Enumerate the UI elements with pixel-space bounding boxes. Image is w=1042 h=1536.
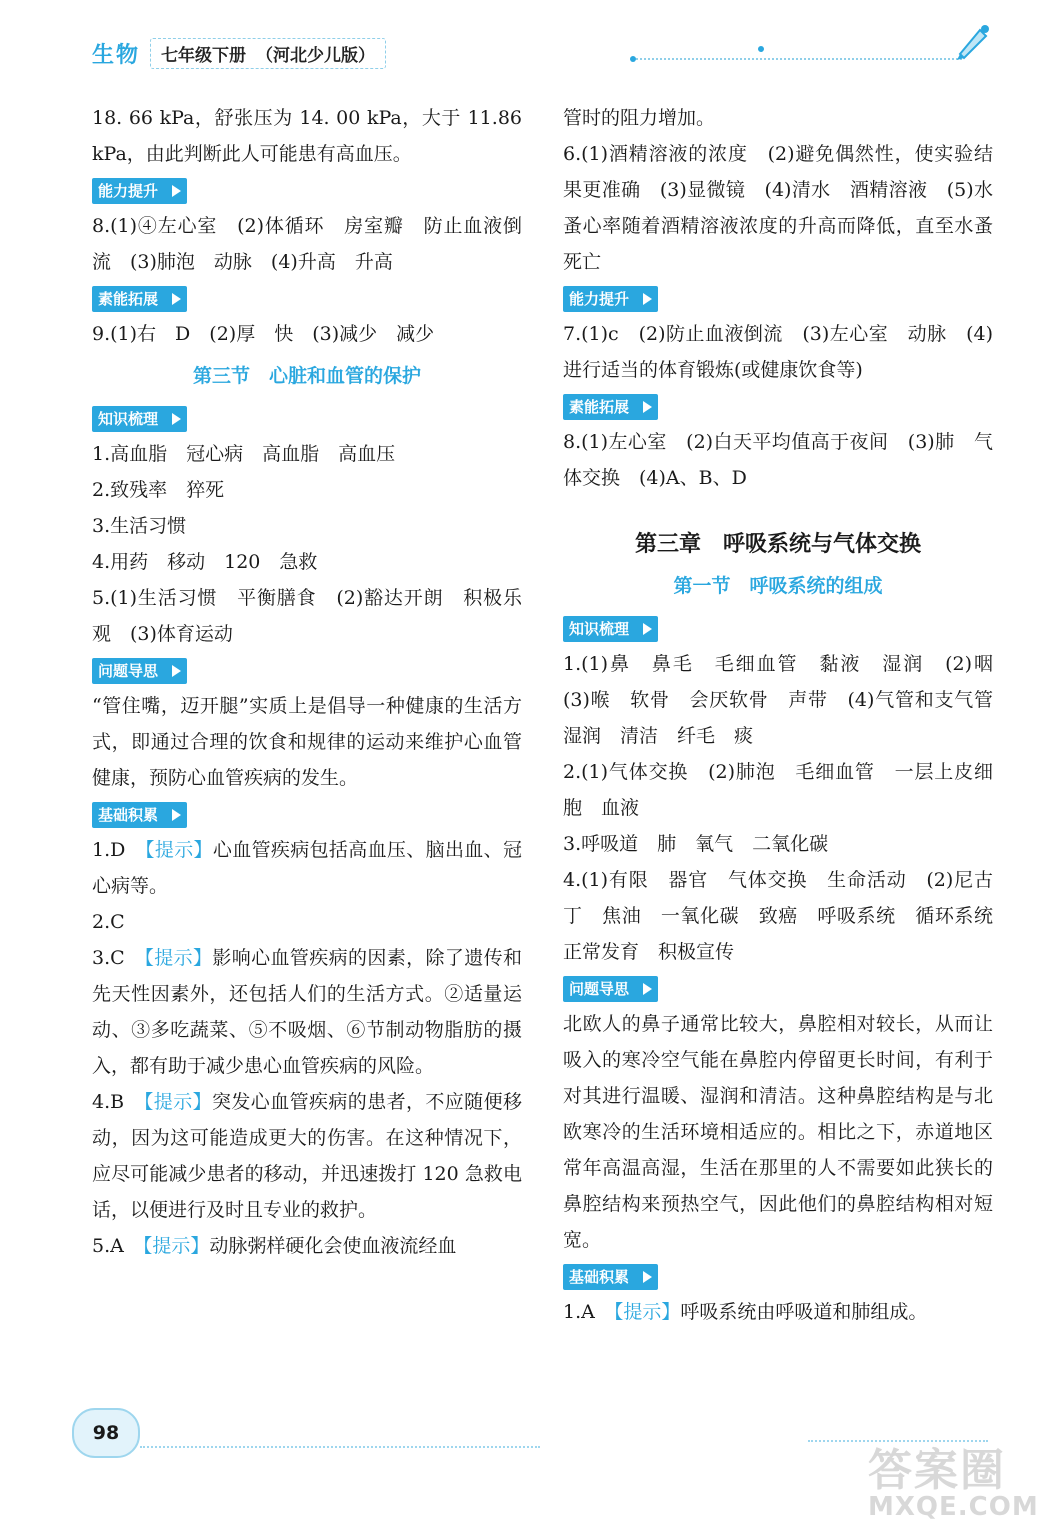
- section-tag-label: 问题导思: [569, 980, 630, 998]
- answer-key: 1.D: [92, 839, 146, 861]
- section-tag: [92, 286, 187, 312]
- edition-label: （河北少儿版）: [256, 45, 376, 66]
- answer-item: 8.(1)左心室 (2)白天平均值高于夜间 (3)肺 气体交换 (4)A、B、D: [563, 431, 993, 489]
- answer-item: 5.(1)生活习惯 平衡膳食 (2)豁达开朗 积极乐观 (3)体育运动: [92, 587, 522, 645]
- section-tag: [92, 406, 187, 432]
- play-arrow-icon: [643, 401, 652, 413]
- section-tag-label: 素能拓展: [98, 290, 159, 308]
- book-info: [150, 38, 386, 69]
- section-tag-label: 基础积累: [98, 806, 159, 824]
- hint-text: 影响心血管疾病的因素，除了遗传和先天性因素外，还包括人们的生活方式。②适量运动、③多吃蔬菜、⑤不吸烟、⑥节制动物脂肪的摄入，都有助于减少患心血管疾病的风险。: [92, 947, 522, 1077]
- section-tag-label: 素能拓展: [569, 398, 630, 416]
- chapter-title: 第三章 呼吸系统与气体交换: [634, 531, 921, 557]
- header-dotted-line: [632, 58, 962, 60]
- play-arrow-icon: [172, 809, 181, 821]
- hint-label: 【提示】: [143, 1091, 212, 1113]
- answer-key: 5.A: [92, 1235, 143, 1257]
- answer-item: 4.用药 移动 120 急救: [92, 551, 318, 573]
- answer-item: 1.高血脂 冠心病 高血脂 高血压: [92, 443, 396, 465]
- hint-label: 【提示】: [142, 1235, 210, 1257]
- answer-item: 4.(1)有限 器官 气体交换 生命活动 (2)尼古丁 焦油 一氧化碳 致癌 呼吸系统 循环系统 正常发育 积极宣传: [563, 869, 1013, 963]
- section-title: 第一节 呼吸系统的组成: [673, 575, 883, 597]
- section-tag: [92, 802, 187, 828]
- play-arrow-icon: [172, 293, 181, 305]
- watermark-text: 答案圈: [868, 1445, 1006, 1496]
- grade-label: 七年级下册: [161, 45, 247, 66]
- answer-item: 2.致残率 猝死: [92, 479, 225, 501]
- answer-key: 1.A: [563, 1301, 614, 1323]
- answer-item: 3.呼吸道 肺 氧气 二氧化碳: [563, 833, 829, 855]
- section-tag: [563, 1264, 658, 1290]
- section-tag-label: 基础积累: [569, 1268, 630, 1286]
- answer-item: 7.(1)c (2)防止血液倒流 (3)左心室 动脉 (4)进行适当的体育锻炼(或健康饮食等): [563, 323, 993, 381]
- watermark-url: MXQE.COM: [868, 1492, 1039, 1522]
- header-dot: [758, 46, 764, 52]
- hint-text: 呼吸系统由呼吸道和肺组成。: [680, 1301, 928, 1323]
- answer-item: 6.(1)酒精溶液的浓度 (2)避免偶然性，使实验结果更准确 (3)显微镜 (4)清水 酒精溶液 (5)水蚤心率随着酒精溶液浓度的升高而降低，直至水蚤死亡: [563, 143, 993, 273]
- answer-key: 4.B: [92, 1091, 144, 1113]
- answer-item: “管住嘴，迈开腿”实质上是倡导一种健康的生活方式，即通过合理的饮食和规律的运动来维护心血管健康，预防心血管疾病的发生。: [92, 695, 522, 789]
- section-tag-label: 能力提升: [98, 182, 159, 200]
- section-title: 第三节 心脏和血管的保护: [192, 365, 421, 387]
- answer-item: 18. 66 kPa，舒张压为 14. 00 kPa，大于 11.86 kPa，由此判断此人可能患有高血压。: [92, 107, 522, 165]
- hint-label: 【提示】: [145, 839, 213, 861]
- section-tag: [92, 178, 187, 204]
- play-arrow-icon: [643, 1271, 652, 1283]
- answer-item: 2.C: [92, 911, 125, 933]
- answer-item: [92, 1228, 522, 1264]
- answer-item: 1.(1)鼻 鼻毛 毛细血管 黏液 湿润 (2)咽 (3)喉 软骨 会厌软骨 声带 (4)气管和支气管 湿润 清洁 纤毛 痰: [563, 653, 1013, 747]
- play-arrow-icon: [172, 665, 181, 677]
- hint-label: 【提示】: [144, 947, 213, 969]
- hint-text: 心血管疾病包括高血压、脑出血、冠心病等。: [92, 839, 522, 897]
- answer-item: 9.(1)右 D (2)厚 快 (3)减少 减少: [92, 323, 435, 345]
- play-arrow-icon: [643, 623, 652, 635]
- answer-item: [92, 832, 522, 904]
- answer-item: 管时的阻力增加。: [563, 107, 716, 129]
- hint-text: 动脉粥样硬化会使血液流经血: [209, 1235, 457, 1257]
- subject-label: 生物: [92, 42, 141, 68]
- section-tag-label: 知识梳理: [98, 410, 159, 428]
- footer-dotted-line: [140, 1446, 540, 1448]
- answer-item: 北欧人的鼻子通常比较大，鼻腔相对较长，从而让吸入的寒冷空气能在鼻腔内停留更长时间，有利于对其进行温暖、湿润和清洁。这种鼻腔结构是与北欧寒冷的生活环境相适应的。相比之下，赤道地区常年高温高湿，生活在那里的人不需要如此狭长的鼻腔结构来预热空气，因此他们的鼻腔结构相对短宽。: [563, 1013, 993, 1251]
- answer-item: [92, 940, 522, 1084]
- header-dot: [630, 56, 636, 62]
- watermark-logo: [868, 1445, 1039, 1522]
- answer-item: 2.(1)气体交换 (2)肺泡 毛细血管 一层上皮细胞 血液: [563, 761, 993, 819]
- section-tag: [563, 394, 658, 420]
- section-tag: [563, 286, 658, 312]
- section-tag-label: 问题导思: [98, 662, 159, 680]
- play-arrow-icon: [172, 413, 181, 425]
- hint-text: 突发心血管疾病的患者，不应随便移动，因为这可能造成更大的伤害。在这种情况下，应尽可能减少患者的移动，并迅速拨打 120 急救电话，以便进行及时且专业的救护。: [92, 1091, 522, 1221]
- section-tag: [92, 658, 187, 684]
- section-tag: [563, 976, 658, 1002]
- play-arrow-icon: [172, 185, 181, 197]
- page-header: [92, 36, 386, 70]
- footer-dotted-line: [808, 1440, 988, 1442]
- answer-item: 8.(1)④左心室 (2)体循环 房室瓣 防止血液倒流 (3)肺泡 动脉 (4)升高 升高: [92, 215, 522, 273]
- play-arrow-icon: [643, 983, 652, 995]
- left-column: [92, 100, 522, 1264]
- answer-item: 3.生活习惯: [92, 515, 187, 537]
- pen-icon: [952, 22, 992, 62]
- section-tag-label: 知识梳理: [569, 620, 630, 638]
- hint-label: 【提示】: [613, 1301, 681, 1323]
- answer-key: 3.C: [92, 947, 145, 969]
- play-arrow-icon: [643, 293, 652, 305]
- page-number: 98: [72, 1408, 140, 1458]
- right-column: [563, 100, 1013, 1330]
- section-tag: [563, 616, 658, 642]
- answer-item: [563, 1294, 993, 1330]
- answer-item: [92, 1084, 522, 1228]
- section-tag-label: 能力提升: [569, 290, 630, 308]
